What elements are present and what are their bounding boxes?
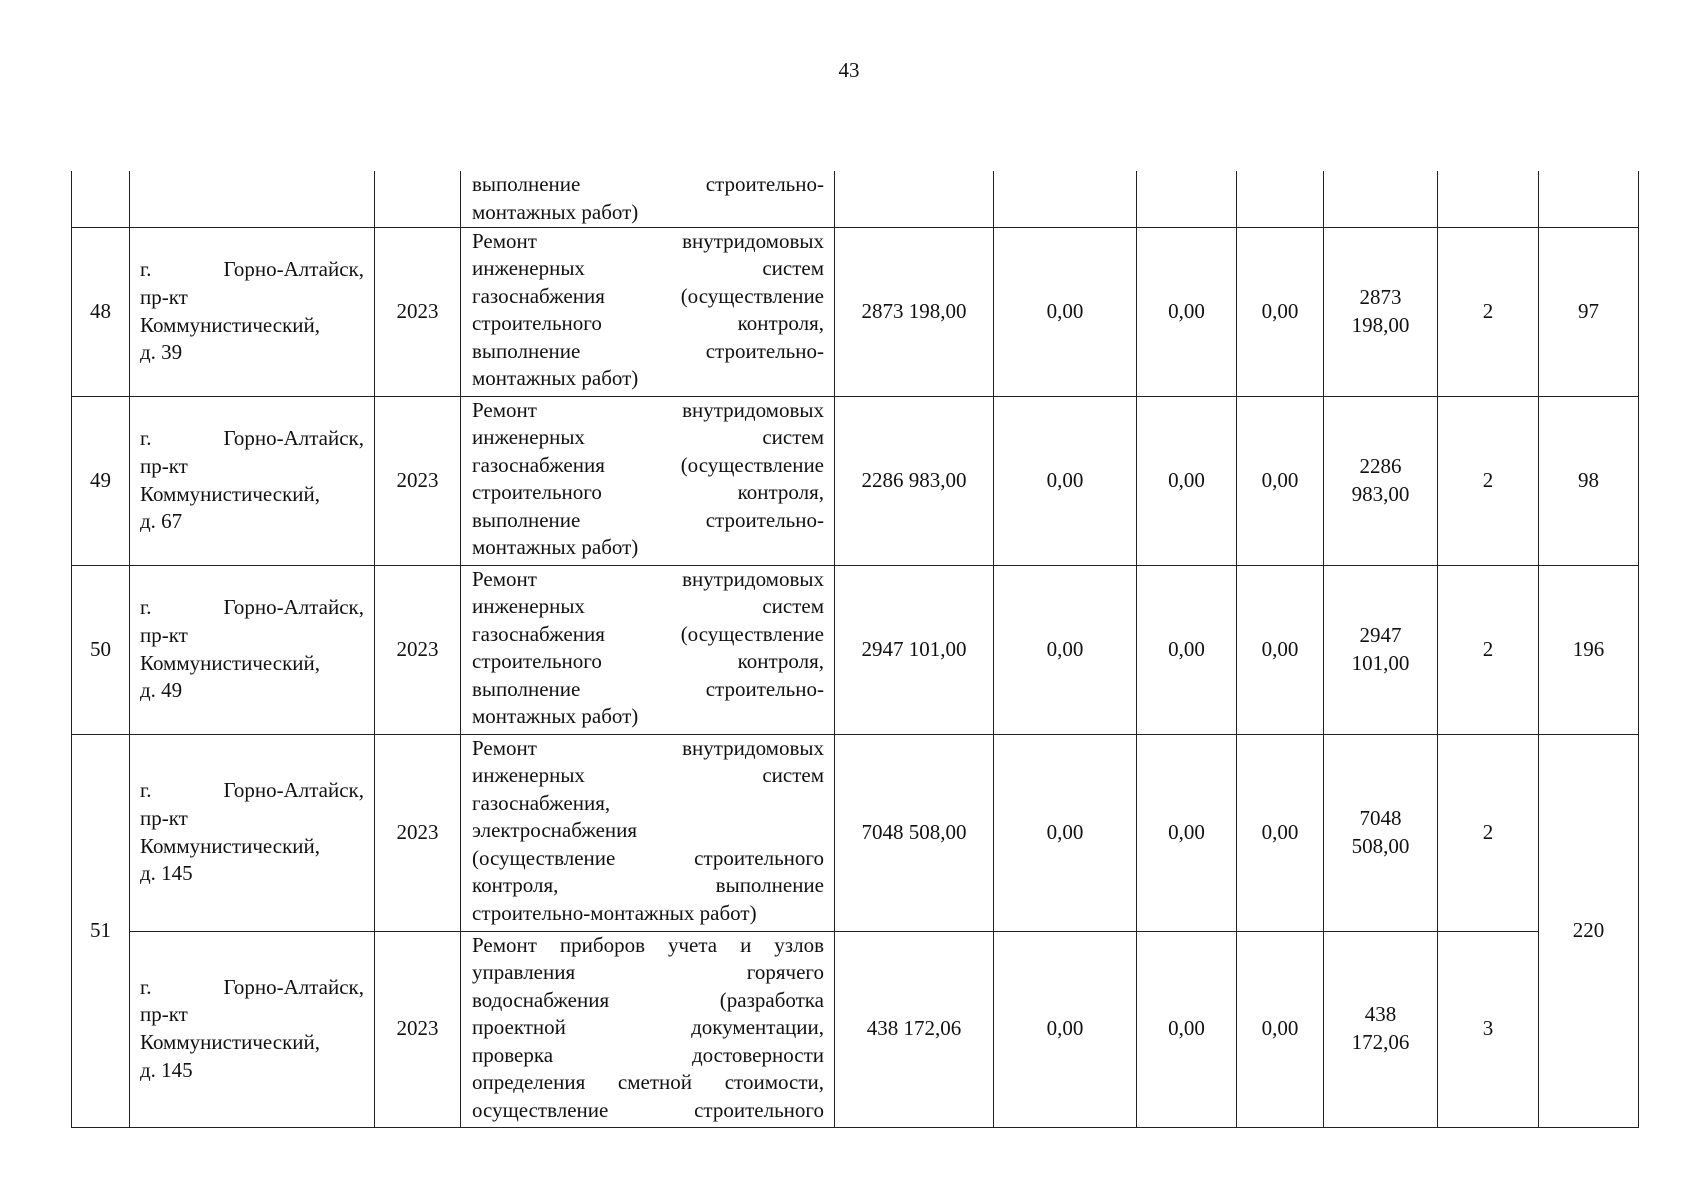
count-cell [1438,171,1539,227]
count-cell: 3 [1438,931,1539,1127]
table-row [72,227,1639,396]
work-line: выполнение строительно- [472,507,824,532]
cost-cell: 2286 983,00 [835,396,994,565]
address-line: г. Горно-Алтайск, [140,595,364,620]
address-line: Коммунистический, [140,481,321,506]
total-amount-line: 438 [1364,1002,1397,1027]
total-amount-cell [1324,396,1438,565]
work-line: газоснабжения, [472,790,611,815]
amount-cell: 0,00 [994,565,1137,734]
cost-cell: 2947 101,00 [835,565,994,734]
address-line: пр-кт [140,622,188,647]
work-line: выполнение строительно- [472,172,824,196]
work-line: инженерных систем [472,594,824,619]
address-line: Коммунистический, [140,650,321,675]
work-line: монтажных работ) [472,535,639,560]
amount-cell: 0,00 [1237,734,1324,931]
address-cell [130,227,375,396]
work-line: проектной документации, [472,1015,824,1040]
work-line: выполнение строительно- [472,338,824,363]
year-cell: 2023 [375,565,461,734]
amount-cell [1137,171,1237,227]
amount-cell: 0,00 [1237,931,1324,1127]
address-line: Коммунистический, [140,312,321,337]
table-row [72,734,1639,931]
work-line: Ремонт внутридомовых [472,228,824,253]
total-amount-cell [1324,734,1438,931]
amount-cell: 0,00 [1137,396,1237,565]
amount-cell: 0,00 [1237,565,1324,734]
address-line: пр-кт [140,284,188,309]
address-cell [130,734,375,931]
address-line: г. Горно-Алтайск, [140,257,364,282]
address-line: пр-кт [140,805,188,830]
work-line: строительного контроля, [472,311,824,336]
year-cell [375,171,461,227]
num-cell: 49 [72,396,130,565]
amount-cell: 0,00 [994,931,1137,1127]
works-table [71,171,1639,1128]
address-line: г. Горно-Алтайск, [140,426,364,451]
work-line: строительного контроля, [472,480,824,505]
work-description-cell [461,227,835,396]
year-cell: 2023 [375,396,461,565]
address-cell [130,931,375,1127]
index-cell: 98 [1539,396,1639,565]
address-cell [130,396,375,565]
work-line: (осуществление строительного [472,845,824,870]
total-amount-cell [1324,565,1438,734]
count-cell: 2 [1438,227,1539,396]
table-row-continuation [72,171,1639,227]
work-line: инженерных систем [472,763,824,788]
work-line: монтажных работ) [472,199,639,224]
index-cell [1539,171,1639,227]
total-amount-line: 172,06 [1351,1030,1410,1054]
amount-cell: 0,00 [1237,396,1324,565]
count-cell: 2 [1438,565,1539,734]
address-line: д. 145 [140,861,193,886]
cost-cell [835,171,994,227]
count-cell: 2 [1438,734,1539,931]
amount-cell [1324,171,1438,227]
amount-cell: 0,00 [994,396,1137,565]
index-cell: 97 [1539,227,1639,396]
work-line: Ремонт внутридомовых [472,397,824,422]
num-cell: 50 [72,565,130,734]
cost-cell: 2873 198,00 [835,227,994,396]
amount-cell: 0,00 [1237,227,1324,396]
num-cell [72,171,130,227]
num-cell: 51 [72,734,130,1127]
work-line: выполнение строительно- [472,676,824,701]
address-line: г. Горно-Алтайск, [140,974,364,999]
work-line: электроснабжения [472,818,638,843]
index-cell: 196 [1539,565,1639,734]
work-line: газоснабжения (осуществление [472,621,824,646]
work-line: водоснабжения (разработка [472,987,824,1012]
table-row [72,565,1639,734]
amount-cell: 0,00 [994,734,1137,931]
work-line: Ремонт внутридомовых [472,735,824,760]
cost-cell: 7048 508,00 [835,734,994,931]
year-cell: 2023 [375,734,461,931]
address-line: пр-кт [140,453,188,478]
work-line: инженерных систем [472,256,824,281]
amount-cell [994,171,1137,227]
total-amount-cell [1324,931,1438,1127]
total-amount-line: 198,00 [1351,312,1410,337]
work-line: газоснабжения (осуществление [472,452,824,477]
amount-cell: 0,00 [1137,734,1237,931]
address-line: д. 49 [140,678,183,703]
address-line: д. 145 [140,1057,193,1082]
total-amount-line: 508,00 [1351,833,1410,858]
work-line: газоснабжения (осуществление [472,283,824,308]
work-description-cell [461,565,835,734]
address-line: д. 67 [140,509,183,534]
year-cell: 2023 [375,931,461,1127]
work-line: строительно-монтажных работ) [472,901,757,926]
work-description-cell [461,171,835,227]
address-line: Коммунистический, [140,833,321,858]
amount-cell: 0,00 [994,227,1137,396]
work-line: управления горячего [472,960,824,985]
amount-cell: 0,00 [1137,565,1237,734]
amount-cell [1237,171,1324,227]
total-amount-cell [1324,227,1438,396]
address-line: г. Горно-Алтайск, [140,778,364,803]
page-number: 43 [838,58,860,82]
work-description-cell [461,734,835,931]
work-line: определения сметной стоимости, [472,1070,824,1095]
total-amount-line: 2286 [1359,453,1402,478]
num-cell: 48 [72,227,130,396]
work-line: контроля, выполнение [472,873,824,898]
total-amount-line: 7048 [1359,805,1402,830]
address-cell [130,171,375,227]
work-line: инженерных систем [472,425,824,450]
work-description-cell [461,396,835,565]
work-line: строительного контроля, [472,649,824,674]
total-amount-line: 101,00 [1351,650,1410,675]
year-cell: 2023 [375,227,461,396]
work-line: Ремонт приборов учета и узлов [472,932,824,957]
index-cell: 220 [1539,734,1639,1127]
table-row [72,396,1639,565]
table-row [72,931,1639,1127]
work-description-cell [461,931,835,1127]
address-line: пр-кт [140,1002,188,1027]
amount-cell: 0,00 [1137,227,1237,396]
work-line: проверка достоверности [472,1042,824,1067]
cost-cell: 438 172,06 [835,931,994,1127]
total-amount-line: 2873 [1359,284,1402,309]
address-line: д. 39 [140,340,183,365]
address-cell [130,565,375,734]
work-line: монтажных работ) [472,366,639,391]
work-line: осуществление строительного [472,1098,824,1123]
total-amount-line: 2947 [1359,622,1402,647]
count-cell: 2 [1438,396,1539,565]
amount-cell: 0,00 [1137,931,1237,1127]
work-line: Ремонт внутридомовых [472,566,824,591]
address-line: Коммунистический, [140,1030,321,1054]
work-line: монтажных работ) [472,704,639,729]
total-amount-line: 983,00 [1351,481,1410,506]
